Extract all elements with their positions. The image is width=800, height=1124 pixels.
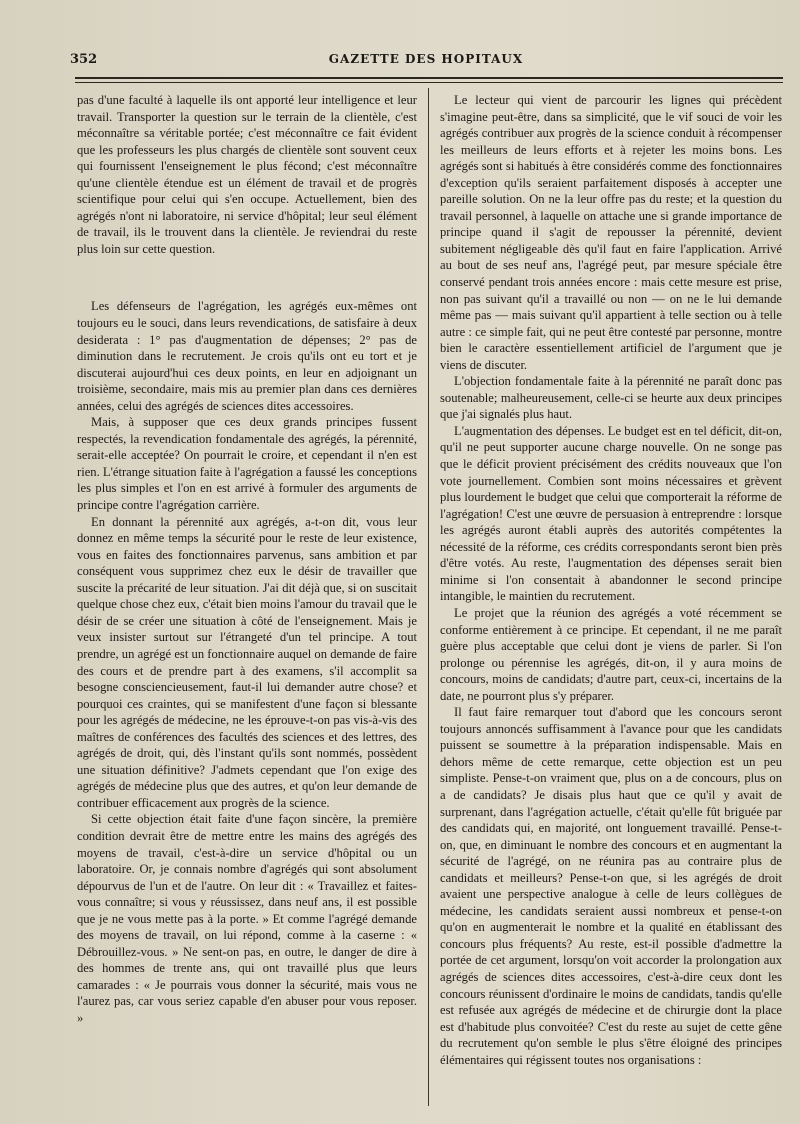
right-paragraph-5: Il faut faire remarquer tout d'abord que les concours seront toujours annoncés suffisamment à l'avance pour que les candidats puissent se soumettre à la préparation indispensable. Mais en dehors même de cette remarque, cette objection est un peu simpliste. Pense-t-on vraiment que, plus on a de concours, plus on a de candidats? Je disais plus haut que ce qu'il y avait de surprenant, dans l'agrégation actuelle, c'était qu'elle fût briguée par des candidats qui, en majorité, ont longuement travaillé. Pense-t-on, que, en diminuant le nombre des concours et en augmentant la sécurité de l'agrégé, on ne réunira pas au contraire plus de candidats et meilleurs? Pense-t-on que, si les agrégés de droit avaient une perspective analogue à celle de leurs collègues de médecine, les candidats seraient aussi nombreux et pense-t-on qu'on en augmenterait le nombre et la qualité en établissant des concours plus fréquents? Au reste, est-il possible d'admettre la portée de cet argument, lorsqu'on voit accorder la prolongation aux agrégés de sciences dites accessoires, c'est-à-dire ceux dont les concours réunissent d'ordinaire le moins de candidats, tandis qu'elle est refusée aux agrégés de médecine et de chirurgie dont la place est d'habitude plus convoitée? C'est du reste au sujet de cette gêne du recrutement qu'on semble le plus s'être éloigné des principes élémentaires qui régissent toutes nos organisations : [440, 705, 782, 1067]
column-divider [428, 88, 429, 1106]
right-column [440, 92, 782, 1068]
left-paragraph-5: Si cette objection était faite d'une façon sincère, la première condition devrait être de mettre entre les mains des agrégés des moyens de travail, c'est-à-dire un service d'hôpital ou un laboratoire. Or, je connais nombre d'agrégés qui sont absolument dépourvus de l'un et de l'autre. On leur dit : « Travaillez et faites-vous connaître; si vous y réussissez, dans neuf ans, il est possible que je ne vous mette pas à la porte. » Et comme l'agrégé demande des moyens de travail, on lui répond, comme à la caserne : « Débrouillez-vous. » Ne sent-on pas, en outre, le danger de dire à des hommes de trente ans, qui ont travaillé plus que leurs camarades : « Je pourrais vous donner la sécurité, mais vous ne l'aurez pas, car vous seriez capable d'en abuser pour vous reposer. » [77, 812, 417, 1025]
left-column [77, 92, 417, 1027]
page-number: 352 [70, 52, 98, 67]
right-paragraph-3: L'augmentation des dépenses. Le budget est en tel déficit, dit-on, qu'il ne peut supporter aucune charge nouvelle. On ne songe pas que le déficit provient précisément des crédits nouveaux que l'on vote journellement. Combien sont moins nécessaires et grèvent plus lourdement le budget que celui que comporterait la réforme de l'agrégation! C'est une œuvre de persuasion à entreprendre : lorsque les agrégés auront établi auprès des autorités compétentes la nécessité de la réforme, ces crédits correspondants seront bien près d'être votés. Au reste, l'augmentation des dépenses serait bien minime si l'on consentait à abandonner le second principe intangible, le maintien du recrutement. [440, 423, 782, 604]
left-paragraph-1: pas d'une faculté à laquelle ils ont apporté leur intelligence et leur travail. Transporter la question sur le terrain de la clientèle, c'est méconnaître sa véritable portée; c'est méconnaître ce fait évident que les professeurs les plus chargés de clientèle sont souvent ceux qui fournissent l'enseignement le plus fécond; c'est méconnaître qu'une clientèle étendue est un élément de travail et de progrès scientifique pour celui qui s'en occupe. Actuellement, bien des agrégés n'ont ni laboratoire, ni service d'hôpital; leur seul élément de travail, ils le trouvent dans la clientèle. Je reviendrai du reste plus loin sur cette question. [77, 93, 417, 256]
header-rule-thin [75, 82, 783, 83]
left-paragraph-2: Les défenseurs de l'agrégation, les agrégés eux-mêmes ont toujours eu le souci, dans leurs revendications, de satisfaire à deux desiderata : 1° pas d'augmentation de dépenses; 2° pas de diminution dans le recrutement. Je crois qu'ils ont eu tort et je discuterai aujourd'hui ces deux points, en leur en adjoignant un troisième, secondaire, mais mis au premier plan dans ces dernières années, celui des agrégés de sciences dites accessoires. [77, 299, 417, 413]
right-paragraph-4: Le projet que la réunion des agrégés a voté récemment se conforme entièrement à ce principe. Et cependant, il ne me paraît guère plus acceptable que celui dont je viens de parler. Si l'on prolonge ou pérennise les agrégés, dit-on, il y aura moins de concours, moins de candidats; d'autre part, ceux-ci, incertains de la date, ne pourront plus s'y préparer. [440, 605, 782, 703]
left-paragraph-3: Mais, à supposer que ces deux grands principes fussent respectés, la revendication fondamentale des agrégés, la pérennité, serait-elle acceptée? On pourrait le croire, et cependant il n'en est rien. L'étrange situation faite à l'agrégation a faussé les conceptions les plus simples et l'on en est arrivé à formuler des arguments de principe contre l'agrégation carrière. [77, 415, 417, 513]
right-paragraph-2: L'objection fondamentale faite à la pérennité ne paraît donc pas soutenable; malheureusement, celle-ci se heurte aux deux principes que j'ai signalés plus haut. [440, 374, 782, 422]
left-paragraph-4: En donnant la pérennité aux agrégés, a-t-on dit, vous leur donnez en même temps la sécurité pour le reste de leur existence, vous en faites des fonctionnaires parvenus, sans ambition et par conséquent vous supprimez chez eux le désir de travailler que suscite la précarité de leur situation. J'ai dit déjà que, si on suscitait quelque chose chez eux, c'était bien moins l'amour du travail que le désir de se créer une situation à côté de l'enseignement. Mais je veux insister surtout sur l'étrangeté d'un tel principe. A tout prendre, un agrégé est un fonctionnaire auquel on demande de faire des cours et de prendre part à des examens, s'il accomplit sa besogne consciencieusement, faut-il lui demander autre chose? et pourquoi ces craintes, qui se manifestent d'une façon si blessante pour les agrégés de médecine, ne les éprouve-t-on pas vis-à-vis des maîtres de conférences des facultés des sciences et des lettres, des agrégés de droit, qui, dès l'instant qu'ils sont nommés, possèdent une situation définitive? J'admets cependant que l'on exige des agrégés de médecine plus que des autres, et qu'on leur demande de contribuer efficacement aux progrès de la science. [77, 514, 417, 810]
header-rule-thick [75, 77, 783, 79]
page-header [70, 50, 782, 72]
right-paragraph-1: Le lecteur qui vient de parcourir les lignes qui précèdent s'imagine peut-être, dans sa simplicité, que le vif souci de voir les agrégés contribuer aux progrès de la science conduit à récompenser les meilleurs de leurs efforts et à rejeter les moins bons. Les agrégés sont si habitués à être considérés comme des fonctionnaires d'exception qu'ils seraient parfaitement disposés à accepter une pareille solution. On ne la leur offre pas du reste; et la question du travail personnel, à laquelle on attache une si grande importance de principe quand il s'agit de repousser la pérennité, devient subitement négligeable dès qu'il faut en faire l'application. Arrivé au bout de ses neuf ans, l'agrégé peut, par mesure spéciale être conservé pendant trois années encore : mais cette mesure est prise, non pas suivant qu'il a travaillé ou non — on ne le lui demande même pas — mais suivant qu'il appartient à telle section ou à telle autre : ce simple fait, qui ne peut être contesté par personne, montre bien le caractère essentiellement artificiel de l'argument que je viens de discuter. [440, 93, 782, 372]
running-title: GAZETTE DES HOPITAUX [328, 52, 524, 66]
